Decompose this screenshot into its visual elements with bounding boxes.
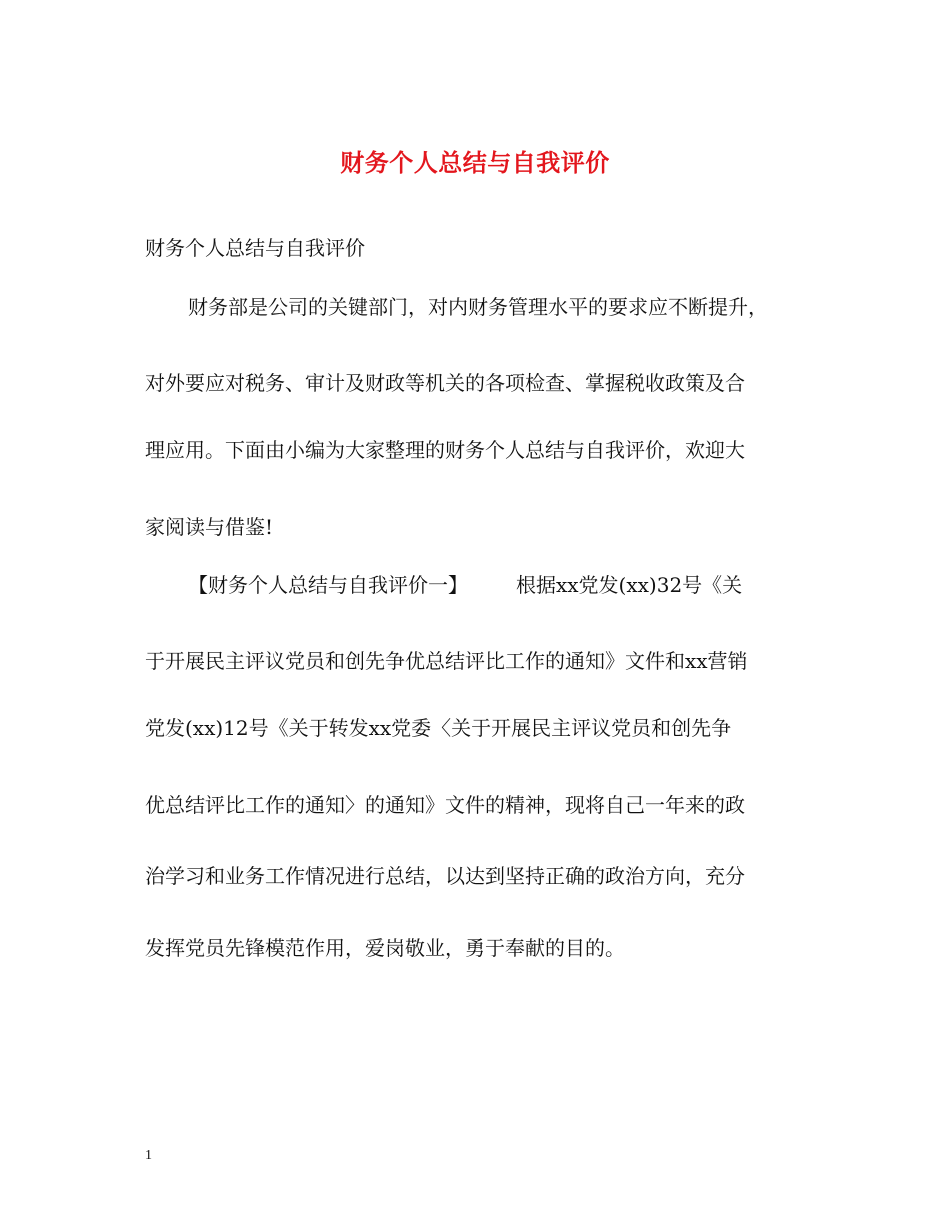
document-subtitle: 财务个人总结与自我评价: [145, 236, 365, 260]
section-heading: 【财务个人总结与自我评价一】: [188, 573, 468, 597]
paragraph-line: 理应用。下面由小编为大家整理的财务个人总结与自我评价，欢迎大: [145, 438, 745, 462]
section-heading-line: [188, 571, 742, 599]
paragraph-line: 家阅读与借鉴!: [145, 515, 274, 539]
document-title: 财务个人总结与自我评价: [340, 148, 610, 177]
paragraph-line-start: 根据xx党发(xx)32号《关: [516, 573, 743, 597]
paragraph-line: 于开展民主评议党员和创先争优总结评比工作的通知》文件和xx营销: [145, 649, 748, 673]
paragraph-line: 对外要应对税务、审计及财政等机关的各项检查、掌握税收政策及合: [145, 371, 745, 395]
paragraph-line: 党发(xx)12号《关于转发xx党委〈关于开展民主评议党员和创先争: [145, 716, 732, 740]
paragraph-line: 财务部是公司的关键部门，对内财务管理水平的要求应不断提升，: [188, 295, 768, 319]
paragraph-line: 治学习和业务工作情况进行总结，以达到坚持正确的政治方向，充分: [145, 864, 745, 888]
page-number: 1: [145, 1148, 152, 1163]
paragraph-line: 发挥党员先锋模范作用，爱岗敬业，勇于奉献的目的。: [145, 936, 625, 960]
paragraph-line: 优总结评比工作的通知〉的通知》文件的精神，现将自己一年来的政: [145, 793, 745, 817]
